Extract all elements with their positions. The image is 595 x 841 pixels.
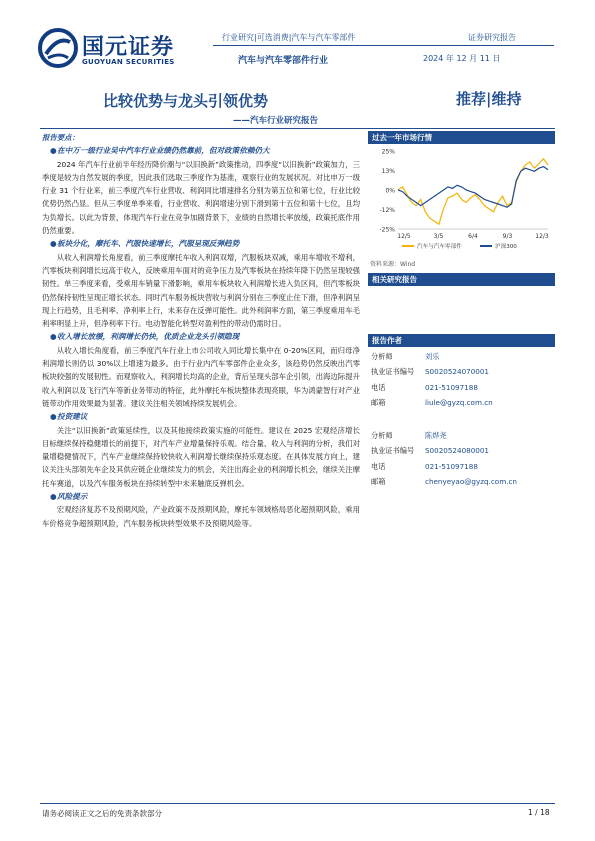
author-field-label: 电话 (371, 461, 386, 471)
author-cert: S0020524080001 (425, 446, 490, 456)
author-name: 刘乐 (425, 352, 440, 361)
section-heading: ●在中万一级行业吴中汽车行业业绩仍然靠前，但对政策依赖仍大 (42, 144, 360, 157)
page-number: 1 / 18 (528, 808, 550, 817)
author-field-label: 邮箱 (371, 476, 386, 486)
market-chart (368, 143, 555, 255)
section-heading: ●风险提示 (42, 490, 360, 503)
author-name: 陈烨尧 (425, 431, 447, 440)
author-cert: S0020524070001 (425, 367, 490, 377)
bullet-icon: ● (50, 239, 57, 249)
section-heading: ●收入增长放缓，利润增长仍快，优质企业龙头引领隐现 (42, 330, 360, 343)
brand-name-en: GUOYUAN SECURITIES (82, 58, 175, 66)
x-tick-label: 6/4 (468, 233, 478, 240)
brand-logo (38, 28, 188, 74)
summary-column (42, 131, 360, 530)
legend-label: 汽车与汽车零部件 (417, 244, 462, 250)
author-phone: 021-51097188 (425, 461, 478, 471)
series-line (398, 167, 548, 208)
author-card (371, 349, 493, 410)
author-field-label: 执业证书编号 (371, 446, 415, 456)
author-field-label: 分析师 (371, 431, 393, 440)
summary-label: 报告要点： (42, 133, 79, 142)
y-tick-label: 0% (385, 187, 395, 195)
x-tick-label: 3/5 (433, 233, 444, 240)
section-paragraph: 从收入利润增长角度看，前三季度摩托车收入利润双增，汽服板块双减，乘用车增收不增利，汽零板块利润增长远高于收入，反映乘用车面对的竞争压力及汽零板块在持续年降下仍然呈现较强韧性。单三季度来看，受乘用车销量下滑影响，乘用车板块收入利润增长进入负区间，但汽零板块仍然保持韧性呈现正增长状态。同时汽车服务板块营收与利润分别在三季度止住下滑，但净利润呈现上行趋势，且毛利率、净利率上行，未来存在反弹可能性。此外利润率方面，第三季度乘用车毛利率明显上升，但净利率下行。电动智能化转型对盈利性的带动仍需时日。 (42, 252, 360, 329)
chart-source: 资料来源：Wind (370, 261, 416, 268)
bullet-icon: ● (50, 332, 57, 342)
footer-disclaimer: 请务必阅读正文之后的免责条款部分 (42, 809, 162, 818)
x-tick-label: 12/3 (535, 233, 549, 240)
x-tick-label: 12/5 (397, 233, 411, 240)
section-paragraph: 从收入增长角度看，前三季度汽车行业上市公司收入同比增长集中在 0-20%区间，而归母净利润增长则仍以 30%以上增速为最多。由于行业内汽车零部件企业众多，该趋势仍然反映出汽零板块较强的发展韧性。而观察收入、利润增长均高的企业，背后呈现头部车企引领，出海边际提升收入利润以及飞行汽车等新业务带动的特征，此外摩托车板块整体表现亮眼，华为鸿蒙智行对产业链带动作用效果最为显著。建议关注相关领域持续发展机会。 (42, 345, 360, 408)
section-paragraph: 2024 年汽车行业前半年经历降价潮与“以旧换新”政策推动，四季度“以旧换新”政策加力，三季度是较为自然发展的季度，因此我们选取三季度作为基准，观察行业的发展状况。对比申万一级行业 31 个行业来，前三季度汽车行业营收、利润同比增速排名分别为第五位和第七位，行业比较优势仍然凸显。但从三季度单季来看，行业营收、利润增速分别下滑到第十五位和第十七位，且均为负增长。以此为背景，体现汽车行业在竞争加剧背景下，业绩的自然增长率放缓，政策托底作用仍然重要。 (42, 159, 360, 236)
report-date: 2024 年 12 月 11 日 (423, 54, 501, 63)
guoyuan-logo-icon (38, 28, 78, 68)
title-divider (40, 128, 555, 129)
author-field-label: 邮箱 (371, 397, 386, 407)
authors-title: 报告作者 (368, 334, 555, 347)
section-paragraph: 宏观经济复苏不及预期风险，产业政策不及预期风险，摩托车领域格局恶化超预期风险，乘用车价格竞争超预期风险，汽车服务板块转型效果不及预期风险等。 (42, 505, 360, 528)
section-heading: ●投资建议 (42, 410, 360, 423)
report-title: 比较优势与龙头引领优势 (103, 92, 269, 110)
author-email[interactable]: chenyeyao@gyzq.com.cn (425, 476, 517, 486)
x-tick-label: 9/3 (502, 233, 513, 240)
header-divider (213, 45, 554, 46)
section-heading: ●板块分化，摩托车、汽服快速增长，汽服呈现反弹趋势 (42, 237, 360, 250)
footer-divider (40, 803, 555, 804)
report-subtitle: ——汽车行业研究报告 (233, 116, 319, 126)
author-phone: 021-51097188 (425, 382, 478, 392)
related-reports-title: 相关研究报告 (368, 273, 555, 286)
legend-label: 沪深300 (495, 244, 517, 250)
y-tick-label: -12% (379, 207, 395, 214)
author-field-label: 执业证书编号 (371, 367, 415, 377)
industry-line: 汽车与汽车零部件行业 (238, 56, 329, 66)
author-card (371, 428, 517, 489)
bullet-icon: ● (50, 412, 57, 422)
report-type: 证券研究报告 (468, 33, 516, 42)
y-tick-label: 25% (381, 148, 395, 156)
author-field-label: 分析师 (371, 352, 393, 361)
rating-badge: 推荐|维持 (456, 90, 522, 108)
bullet-icon: ● (50, 146, 57, 156)
author-email[interactable]: liule@gyzq.com.cn (425, 397, 493, 407)
y-tick-label: -25% (379, 226, 395, 234)
y-tick-label: 13% (381, 168, 395, 175)
industry-tags: 行业研究|可选消费|汽车与汽车零部件 (222, 33, 356, 42)
brand-name-cn: 国元证券 (82, 34, 175, 60)
section-paragraph: 关注“以旧换新”政策延续性，以及其他接续政策实施的可能性。建议在 2025 宏观经济增长目标继续保持稳健增长的前提下，对汽车产业增量保持乐观。结合量、收入与利润的分析，我们对量增稳健情况下，汽车产业继续保持较快收入利润增长继续保持乐观态度。在具体发展方向上，建议关注头部领先车企及其供应链企业继续发力的机会，关注出海企业的利润增长机会，继续关注摩托车赛道，以及汽车服务板块在持续转型中未来触底反弹机会。 (42, 425, 360, 488)
market-panel-title: 过去一年市场行情 (368, 131, 555, 144)
author-field-label: 电话 (371, 382, 386, 392)
bullet-icon: ● (50, 492, 57, 502)
